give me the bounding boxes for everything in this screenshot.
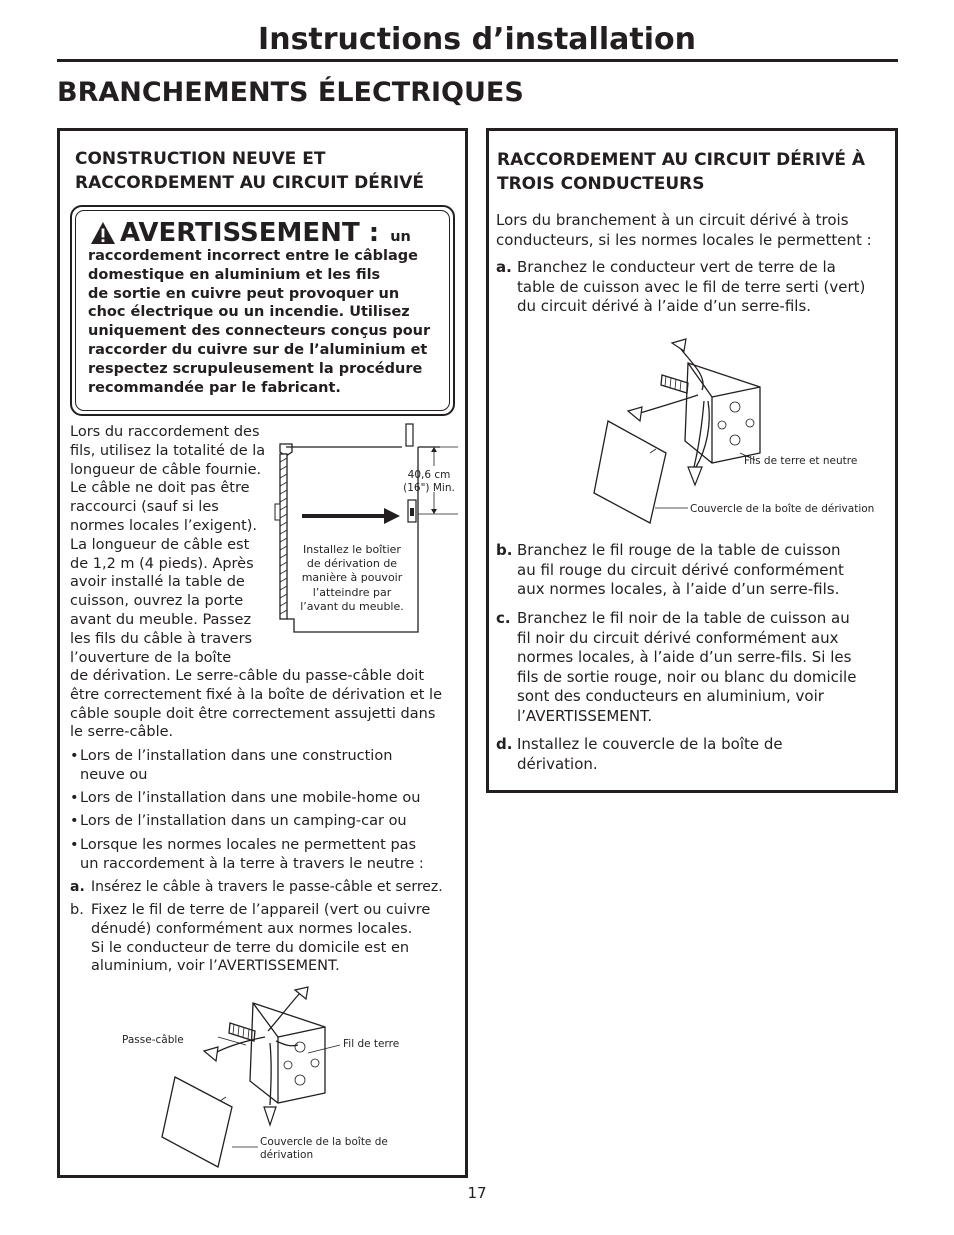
intro-paragraph: Lors du raccordement des fils, utilisez la totalité de la longueur de câble fournie. Le câble ne doit pas être raccourci (sauf si les normes locales l’exigent). La longueur de câble est de 1,2 m (4 pieds). Après avoir installé la table de cuisson, ouvrez la porte avant du meuble. Passez les fils du câble à travers l’ouverture de la boîte [70, 424, 266, 666]
bullet-item: • Lors de l’installation dans une construction neuve ou [70, 748, 393, 783]
right-step-d: d. Installez le couvercle de la boîte de dérivation. [496, 735, 783, 773]
left-step-b: b. Fixez le fil de terre de l’appareil (vert ou cuivre dénudé) conformément aux normes locales. Si le conducteur de terre du domicile est en aluminium, voir l’AVERTISSEMENT. [70, 902, 431, 975]
warning-first-word: un [390, 229, 411, 245]
couvercle-label: Couvercle de la boîte de dérivation [260, 1136, 388, 1161]
title-rule [57, 59, 898, 62]
warning-triangle-icon [90, 221, 116, 245]
dimension-label: 40,6 cm (16") Min. [403, 469, 455, 494]
warning-text: raccordement incorrect entre le câblage domestique en aluminium et les fils de sortie en cuivre peut provoquer un choc électrique ou un incendie. Utilisez uniquement des connecteurs conçus pour raccorder du cuivre sur de l’aluminium et respectez scrupuleusement la procédure recommandée par le fabricant. [88, 248, 431, 396]
bullet-icon: • [70, 790, 79, 806]
bullet-icon: • [70, 837, 79, 853]
left-step-a: a. Insérez le câble à travers le passe-câble et serrez. [70, 879, 443, 895]
fils-terre-neutre-label: Fils de terre et neutre [744, 455, 858, 467]
bullet-item: • Lors de l’installation dans un camping-car ou [70, 813, 407, 829]
warning-title: AVERTISSEMENT : [120, 218, 380, 248]
page-number: 17 [467, 1184, 487, 1202]
cabinet-note: Installez le boîtier de dérivation de manière à pouvoir l’atteindre par l’avant du meuble. [300, 543, 404, 613]
page-title: Instructions d’installation [258, 22, 696, 57]
right-panel-heading: RACCORDEMENT AU CIRCUIT DÉRIVÉ À TROIS CONDUCTEURS [497, 150, 866, 194]
warning-heading [120, 218, 411, 248]
bullet-item: • Lorsque les normes locales ne permettent pas un raccordement à la terre à travers le neutre : [70, 837, 424, 872]
bullet-icon: • [70, 748, 79, 764]
right-step-c: c. Branchez le fil noir de la table de cuisson au fil noir du circuit dérivé conformément aux normes locales, à l’aide d’un serre-fils. Si les fils de sortie rouge, noir ou blanc du domicile sont des conducteurs en aluminium, voir l’AVERTISSEMENT. [496, 609, 857, 725]
right-step-b: b. Branchez le fil rouge de la table de cuisson au fil rouge du circuit dérivé conformément aux normes locales, à l’aide d’un serre-fils. [496, 541, 844, 598]
fil-de-terre-label: Fil de terre [343, 1038, 400, 1050]
intro-paragraph-continued: de dérivation. Le serre-câble du passe-câble doit être correctement fixé à la boîte de dérivation et le câble souple doit être correctement assujetti dans le serre-câble. [70, 668, 443, 741]
right-step-a: a. Branchez le conducteur vert de terre de la table de cuisson avec le fil de terre serti (vert) du circuit dérivé à l’aide d’un serre-fils. [496, 258, 866, 315]
three-wire-junction-illustration [590, 335, 790, 530]
couvercle-label-right: Couvercle de la boîte de dérivation [690, 503, 875, 515]
right-intro: Lors du branchement à un circuit dérivé à trois conducteurs, si les normes locales le permettent : [496, 211, 872, 249]
bullet-icon: • [70, 813, 79, 829]
passe-cable-label: Passe-câble [122, 1034, 184, 1046]
bullet-item: • Lors de l’installation dans une mobile-home ou [70, 790, 421, 806]
section-title: BRANCHEMENTS ÉLECTRIQUES [57, 77, 524, 108]
left-panel-heading: CONSTRUCTION NEUVE ET RACCORDEMENT AU CIRCUIT DÉRIVÉ [75, 149, 425, 193]
